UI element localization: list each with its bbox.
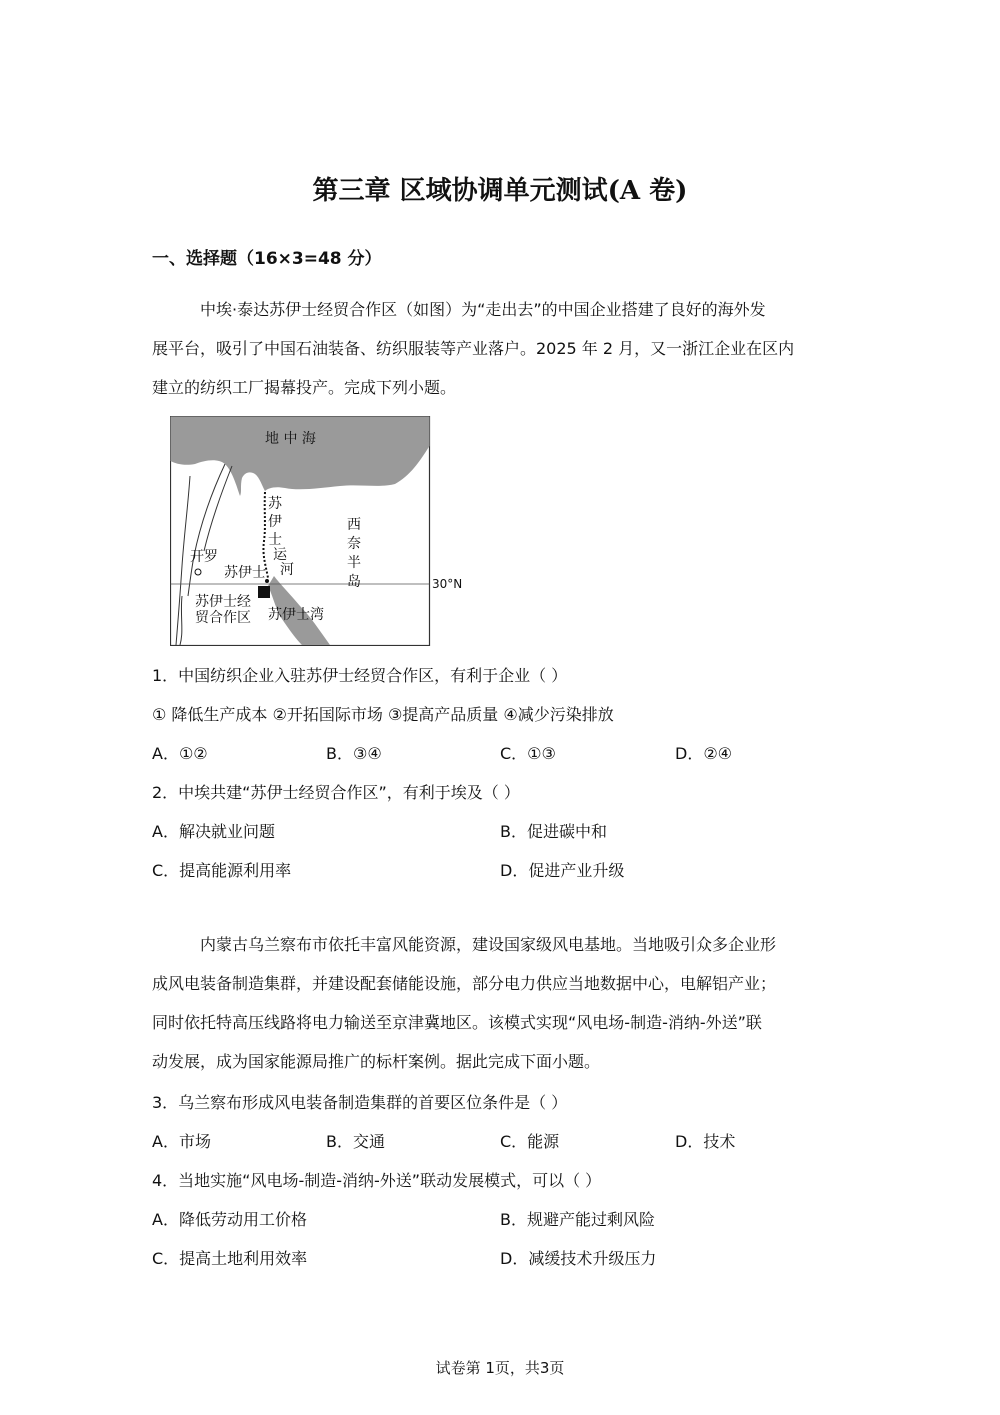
question-1-option-d[interactable]: D．②④ — [675, 744, 733, 763]
question-4-option-c[interactable]: C．提高土地利用效率 — [152, 1249, 308, 1268]
section-title: 一、选择题（16×3=48 分） — [152, 249, 382, 269]
question-1-option-b[interactable]: B．③④ — [326, 744, 382, 763]
suez-map — [170, 416, 470, 646]
label-zone-1: 苏伊士经 — [195, 594, 251, 610]
question-3-option-a[interactable]: A．市场 — [152, 1132, 211, 1151]
label-gulf: 苏伊士湾 — [268, 607, 324, 623]
question-4-option-b[interactable]: B．规避产能过剩风险 — [500, 1210, 655, 1229]
question-4-stem: 4．当地实施“风电场-制造-消纳-外送”联动发展模式，可以（ ） — [152, 1171, 602, 1190]
question-3-option-b[interactable]: B．交通 — [326, 1132, 385, 1151]
label-peninsula-2: 奈 — [347, 536, 361, 552]
question-1-option-c[interactable]: C．①③ — [500, 744, 556, 763]
question-2-option-a[interactable]: A．解决就业问题 — [152, 822, 275, 841]
label-peninsula-1: 西 — [347, 517, 361, 533]
question-4-option-d[interactable]: D．减缓技术升级压力 — [500, 1249, 657, 1268]
passage-line: 动发展，成为国家能源局推广的标杆案例。据此完成下面小题。 — [152, 1052, 601, 1071]
question-1-option-a[interactable]: A．①② — [152, 744, 208, 763]
question-3-option-c[interactable]: C．能源 — [500, 1132, 560, 1151]
passage-1 — [152, 290, 842, 407]
label-peninsula-3: 半 — [347, 555, 361, 571]
question-2-option-d[interactable]: D．促进产业升级 — [500, 861, 625, 880]
label-suez-city: 苏伊士 — [224, 565, 266, 581]
passage-2 — [152, 925, 842, 1081]
label-sea: 地 中 海 — [265, 431, 316, 447]
label-canal-3: 士 — [268, 532, 282, 548]
question-3-stem: 3．乌兰察布形成风电装备制造集群的首要区位条件是（ ） — [152, 1093, 568, 1112]
question-2-stem: 2．中埃共建“苏伊士经贸合作区”，有利于埃及（ ） — [152, 783, 520, 802]
question-4-option-a[interactable]: A．降低劳动用工价格 — [152, 1210, 307, 1229]
question-1-items: ① 降低生产成本 ②开拓国际市场 ③提高产品质量 ④减少污染排放 — [152, 705, 614, 724]
passage-line: 同时依托特高压线路将电力输送至京津冀地区。该模式实现“风电场-制造-消纳-外送”联 — [152, 1013, 762, 1032]
label-zone-2: 贸合作区 — [195, 610, 251, 626]
trade-zone-marker — [258, 586, 270, 598]
passage-line: 内蒙古乌兰察布市依托丰富风能资源，建设国家级风电基地。当地吸引众多企业形 — [200, 935, 777, 954]
cairo-point — [195, 569, 201, 575]
label-latitude: 30°N — [432, 577, 463, 591]
label-canal-4: 运 — [273, 547, 287, 563]
label-cairo: 开罗 — [190, 549, 218, 565]
question-1-stem: 1．中国纺织企业入驻苏伊士经贸合作区，有利于企业（ ） — [152, 666, 568, 685]
label-peninsula-4: 岛 — [347, 574, 361, 590]
passage-line: 建立的纺织工厂揭幕投产。完成下列小题。 — [152, 378, 457, 397]
passage-line: 成风电装备制造集群，并建设配套储能设施，部分电力供应当地数据中心，电解铝产业； — [152, 974, 777, 993]
question-2-option-b[interactable]: B．促进碳中和 — [500, 822, 607, 841]
page-footer: 试卷第 1页，共3页 — [435, 1359, 565, 1377]
passage-line: 中埃·泰达苏伊士经贸合作区（如图）为“走出去”的中国企业搭建了良好的海外发 — [200, 300, 766, 319]
label-canal-2: 伊 — [268, 514, 282, 530]
label-canal-5: 河 — [280, 562, 294, 578]
question-2-option-c[interactable]: C．提高能源利用率 — [152, 861, 292, 880]
label-canal-1: 苏 — [268, 496, 282, 512]
question-3-option-d[interactable]: D．技术 — [675, 1132, 736, 1151]
passage-line: 展平台，吸引了中国石油装备、纺织服装等产业落户。2025 年 2 月，又一浙江企业在区内 — [152, 339, 795, 358]
page-title: 第三章 区域协调单元测试(A 卷) — [312, 176, 688, 206]
